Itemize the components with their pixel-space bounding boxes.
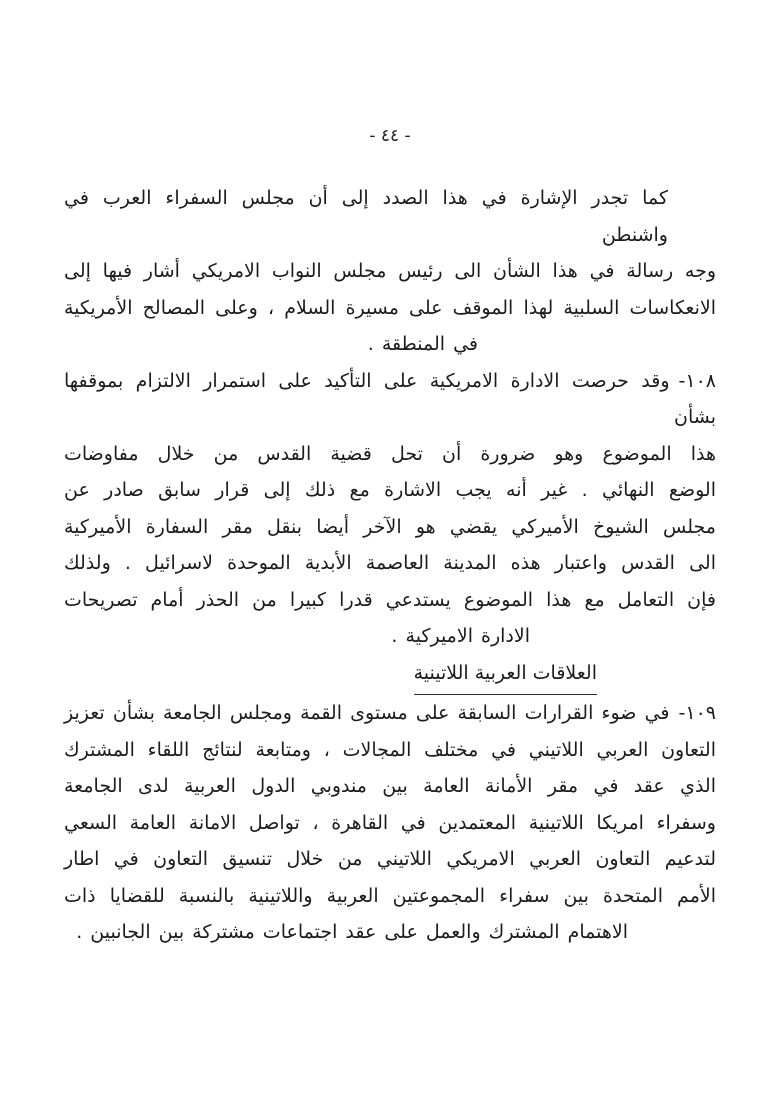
paragraph-line: التعاون العربي اللاتيني في مختلف المجالات ، ومتابعة لنتائج اللقاء المشترك bbox=[64, 738, 716, 761]
paragraph-108 bbox=[64, 363, 716, 655]
paragraph-line: الذي عقد في مقر الأمانة العامة بين مندوبي الدول العربية لدى الجامعة bbox=[64, 775, 716, 797]
text-block bbox=[64, 122, 716, 951]
paragraph-109 bbox=[64, 695, 716, 951]
intro-paragraph bbox=[64, 180, 716, 363]
paragraph-line: مجلس الشيوخ الأميركي يقضي هو الآخر أيضا بنقل مقر السفارة الأميركية bbox=[64, 515, 716, 538]
paragraph-line: الوضع النهائي . غير أنه يجب الاشارة مع ذلك إلى قرار سابق صادر عن bbox=[64, 479, 716, 501]
paragraph-line: هذا الموضوع وهو ضرورة أن تحل قضية القدس من خلال مفاوضات bbox=[64, 442, 716, 465]
paragraph-line: لتدعيم التعاون العربي الامريكي اللاتيني من خلال تنسيق التعاون في اطار bbox=[64, 848, 716, 870]
paragraph-line-text: في ضوء القرارات السابقة على مستوى القمة ومجلس الجامعة بشأن تعزيز bbox=[64, 702, 670, 724]
paragraph-line-text: وقد حرصت الادارة الامريكية على التأكيد على استمرار الالتزام بموقفها بشأن bbox=[64, 369, 716, 428]
paragraph-line: فإن التعامل مع هذا الموضوع يستدعي قدرا كبيرا من الحذر أمام تصريحات bbox=[64, 588, 716, 611]
paragraph-line: كما تجدر الإشارة في هذا الصدد إلى أن مجلس السفراء العرب في واشنطن bbox=[64, 187, 668, 246]
paragraph-line: الادارة الاميركية . bbox=[391, 625, 530, 647]
section-heading-row bbox=[64, 655, 716, 696]
paragraph-number: ١٠٨- bbox=[678, 369, 716, 392]
paragraph-line: وجه رسالة في هذا الشأن الى رئيس مجلس النواب الامريكي أشار فيها إلى bbox=[64, 260, 716, 282]
paragraph-line: في المنطقة . bbox=[367, 333, 478, 355]
paragraph-line: الاهتمام المشترك والعمل على عقد اجتماعات مشتركة بين الجانبين . bbox=[76, 921, 628, 943]
paragraph-line: الأمم المتحدة بين سفراء المجموعتين العربية واللاتينية بالنسبة للقضايا ذات bbox=[64, 884, 716, 907]
section-heading: العلاقات العربية اللاتينية bbox=[414, 655, 597, 696]
page-number: - ٤٤ - bbox=[369, 126, 411, 146]
paragraph-line bbox=[64, 363, 716, 436]
paragraph-line: الى القدس واعتبار هذه المدينة العاصمة الأبدية الموحدة لاسرائيل . ولذلك bbox=[64, 552, 716, 574]
paragraph-line: وسفراء امريكا اللاتينية المعتمدين في القاهرة ، تواصل الامانة العامة السعي bbox=[64, 811, 716, 834]
paragraph-number: ١٠٩- bbox=[678, 702, 716, 724]
paragraph-line bbox=[64, 695, 716, 732]
paragraph-line: الانعكاسات السلبية لهذا الموقف على مسيرة السلام ، وعلى المصالح الأمريكية bbox=[64, 296, 716, 319]
